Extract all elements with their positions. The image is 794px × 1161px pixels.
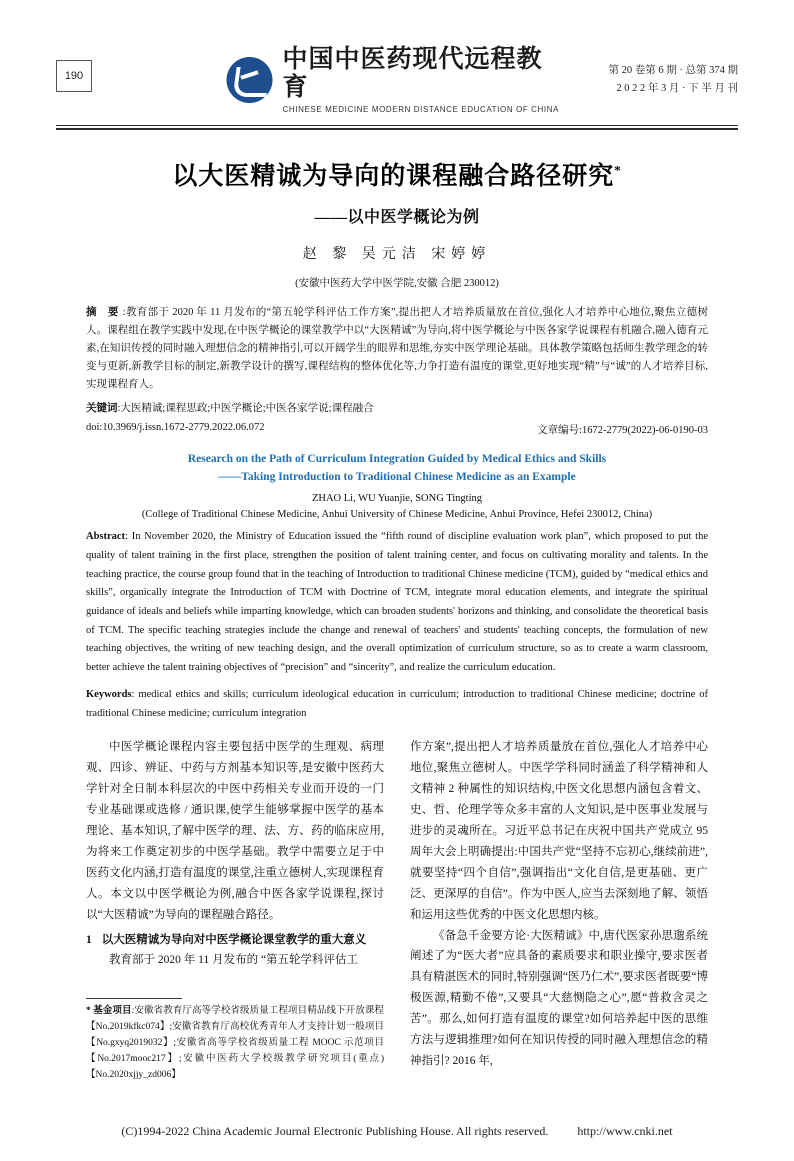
page-title <box>86 156 708 192</box>
footnote-text: :安徽省教育厅高等学校省级质量工程项目精品线下开放课程【No.2019kfkc074】;安徽省教育厅高校优秀青年人才支持计划一般项目【No.gxyq2019032】;安徽省高等学校省级质量工程 MOOC 示范项目【No.2017mooc217】;安徽中医药大学校级教学研究项目(重点)【No.2020xjjy_zd006】 <box>86 1006 384 1080</box>
footnote-divider <box>86 998 182 999</box>
keywords-en-label: Keywords <box>86 688 132 700</box>
issue-volume-line: 第 20 卷第 6 期 · 总第 374 期 <box>608 65 738 76</box>
keywords-en <box>86 686 708 723</box>
copyright-text: (C)1994-2022 China Academic Journal Electronic Publishing House. All rights reserved. <box>121 1124 549 1138</box>
paper-title-text: 以大医精诚为导向的课程融合路径研究 <box>172 163 615 190</box>
issue-date-line: 2 0 2 2 年 3 月 · 下 半 月 刊 <box>616 82 738 94</box>
issue-info <box>609 62 739 98</box>
funding-footnote <box>86 998 384 1084</box>
author-list: 赵 黎 吴元洁 宋婷婷 <box>302 247 492 262</box>
keywords-cn-label: 关键词 <box>86 403 118 415</box>
journal-logo-icon <box>227 57 273 103</box>
page-number-box: 190 <box>56 60 92 92</box>
english-title: Research on the Path of Curriculum Integration Guided by Medical Ethics and Skills <box>187 453 607 466</box>
journal-title-cn: 中国中医药现代远程教育 <box>282 46 543 101</box>
english-subtitle: ——Taking Introduction to Traditional Chinese Medicine as an Example <box>218 471 576 484</box>
title-block <box>86 156 708 290</box>
keywords-cn-text: :大医精诚;课程思政;中医学概论;中医各家学说;课程融合 <box>117 403 374 415</box>
paper-page <box>0 38 794 1161</box>
masthead-rule-thin <box>56 125 738 126</box>
masthead <box>56 38 738 130</box>
journal-title-group <box>283 46 568 114</box>
title-footnote-marker: * <box>614 162 622 178</box>
abstract-cn <box>86 304 708 394</box>
cnki-url[interactable]: http://www.cnki.net <box>577 1124 673 1138</box>
article-number-text: 文章编号:1672-2779(2022)-06-0190-03 <box>537 425 708 437</box>
masthead-rule-thick <box>56 128 738 130</box>
section-heading <box>86 930 384 951</box>
abstract-en <box>86 528 708 678</box>
abstract-en-text: : In November 2020, the Ministry of Education issued the “fifth round of discipline evaluation work plan”, which proposed to put the quality of talent training in the first place, strengthen the position of talent training center, and focus on cultivating morality and talents. In the teaching practice, the course group found that in the teaching of Introduction to traditional Chinese medicine (TCM), guided by “medical ethics and skills”, organically integrate the Introduction of TCM with Doctrine of TCM, integrate moral education elements, and integrate the spiritual guidance of ideals and beliefs while imparting knowledge, which can broaden students' horizons and thinking, and consolidate the theoretical basis of TCM. The specific teaching strategies include the change and renewal of teachers' and students' teaching concepts, the formulation of new teaching objectives, the writing of new teaching design, and the overall optimization of curriculum structure, so as to create a warm classroom, better achieve the talent training objectives of “precision” and “sincerity”, and realize the curriculum education. <box>86 531 708 674</box>
paper-subtitle: ——以中医学概论为例 <box>314 209 480 226</box>
doi-row <box>86 422 708 437</box>
keywords-cn <box>86 400 708 418</box>
journal-title-en: CHINESE MEDICINE MODERN DISTANCE EDUCATION OF CHINA <box>282 105 560 114</box>
footnote-marker: * <box>86 1006 91 1016</box>
footnote-label: 基金项目 <box>93 1006 132 1016</box>
journal-identity <box>227 46 568 114</box>
doi-text: doi:10.3969/j.issn.1672-2779.2022.06.072 <box>86 422 265 434</box>
body-paragraph: 作方案”,提出把人才培养质量放在首位,强化人才培养中心地位,聚焦立德树人。中医学学科同时涵盖了科学精神和人文精神 2 种属性的知识结构,中医文化思想内涵包含着文、史、哲、伦理学等众多丰富的人文知识,是中医事业发展与进步的灵魂所在。习近平总书记在庆祝中国共产党成立 95 周年大会上明确提出:中国共产党“坚持不忘初心,继续前进”,就要坚持“四个自信”,强调指出“文化自信,是更基础、更广泛、更深厚的自信”。作为中医人,应当去深刻地了解、领悟和运用这些优秀的中医文化思想内核。 <box>410 741 708 921</box>
footer <box>0 1124 794 1139</box>
section-title: 以大医精诚为导向对中医学概论课堂教学的重大意义 <box>101 933 367 946</box>
body-column-right <box>410 737 708 1072</box>
author-affiliation: (安徽中医药大学中医学院,安徽 合肥 230012) <box>295 278 499 289</box>
english-author-list: ZHAO Li, WU Yuanjie, SONG Tingting <box>311 493 483 505</box>
english-title-block <box>86 451 708 520</box>
body-paragraph: 教育部于 2020 年 11 月发布的 “第五轮学科评估工 <box>109 954 359 967</box>
abstract-cn-text: :教育部于 2020 年 11 月发布的“第五轮学科评估工作方案”,提出把人才培养质量放在首位,强化人才培养中心地位,聚焦立德树人。课程组在教学实践中发现,在中医学概论的课堂教学中以“大医精诚”为导向,将中医学概论与中医各家学说课程有机融合,融入德育元素,在知识传授的同时融入理想信念的精神指引,可以开阔学生的眼界和思维,夯实中医学理论基础。具体教学策略包括师生教学理念的转变与更新,新教学目标的制定,新教学设计的撰写,课程结构的整体优化等,力争打造有温度的课堂,更好地实现“精”与“诚”的人才培养目标,实现课程育人。 <box>86 307 708 391</box>
body-paragraph: 中医学概论课程内容主要包括中医学的生理观、病理观、四诊、辨证、中药与方剂基本知识等,是安徽中医药大学针对全日制本科层次的中医中药相关专业而开设的一门专业基础课或选修 / 通识课,使学生能够掌握中医学的基本理论、基本知识,了解中医学的理、法、方、药的临床应用,为将来工作奠定初步的中医学基础。教学中需要立足于中医药文化内涵,打造有温度的课堂,注重立德树人,实现课程育人。本文以中医学概论为例,融合中医各家学说课程,探讨以“大医精诚”为导向的课程融合路径。 <box>86 741 384 921</box>
english-affiliation: (College of Traditional Chinese Medicine, Anhui University of Chinese Medicine, Anhui Province, Hefei 230012, China) <box>141 509 653 521</box>
keywords-en-text: : medical ethics and skills; curriculum ideological education in curriculum; introduction to traditional Chinese medicine; doctrine of traditional Chinese medicine; curriculum integration <box>86 688 708 719</box>
body-paragraph: 《备急千金要方论·大医精诚》中,唐代医家孙思邈系统阐述了为“医大者”应具备的素质要求和职业操守,要求医者具有精湛医术的同时,特别强调“医乃仁术”,要求医者既要“博极医源,精勤不倦”,又要具“大慈恻隐之心”,愿“普救含灵之苦”。那么,如何打造有温度的课堂?如何培养起中医的思维方法与逻辑推理?如何在知识传授的同时融入理想信念的精神指引? 2016 年, <box>410 929 708 1068</box>
abstract-cn-label: 摘 要 <box>86 307 123 318</box>
abstract-en-label: Abstract <box>86 531 126 543</box>
section-number: 1 <box>86 933 92 946</box>
